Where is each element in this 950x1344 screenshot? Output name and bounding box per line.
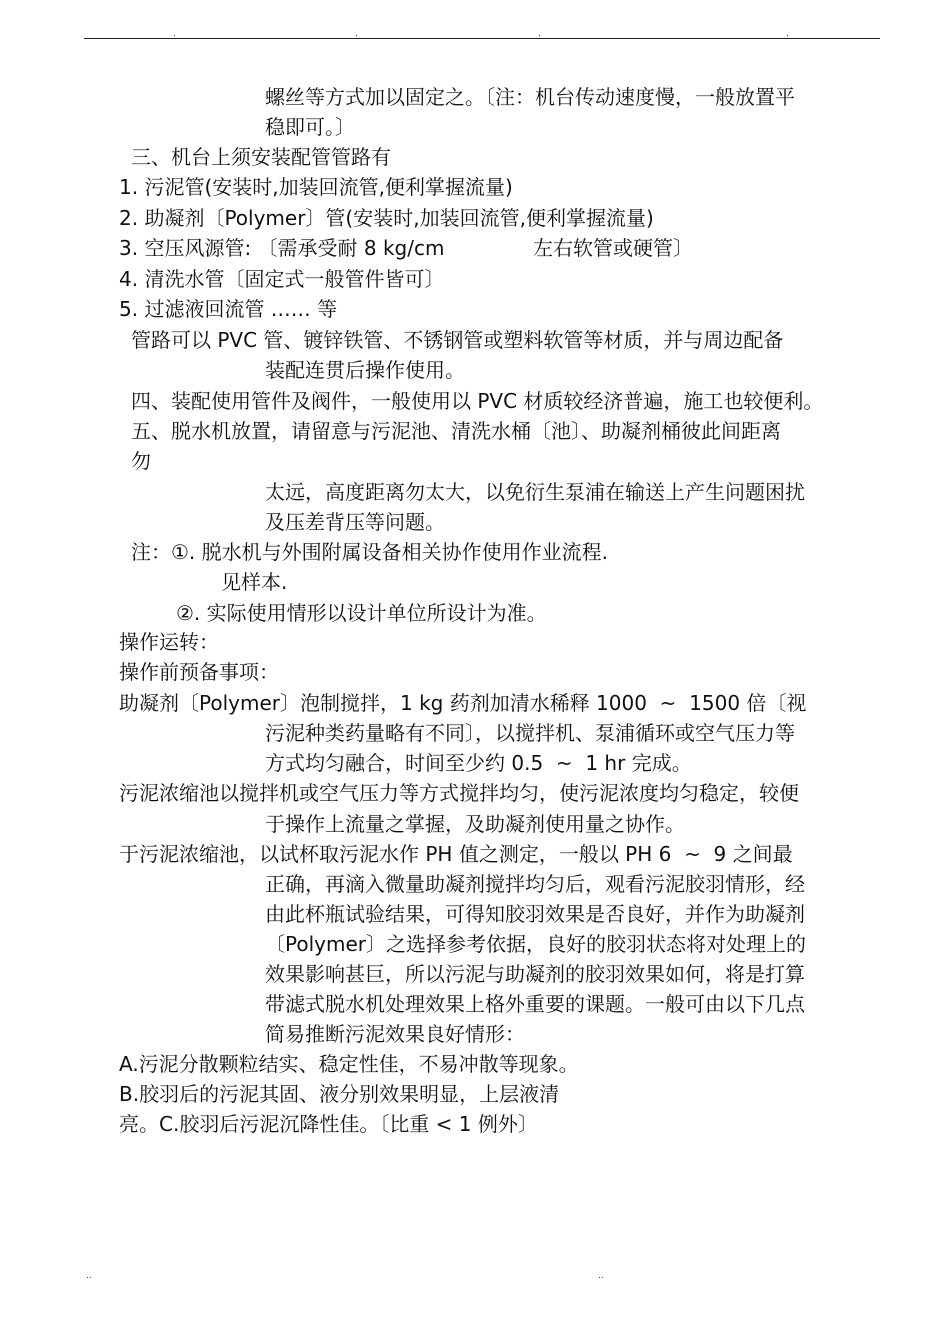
footer-dot: .. bbox=[86, 1271, 92, 1281]
text-line: 装配连贯后操作使用。 bbox=[265, 358, 465, 382]
footer-dot: .. bbox=[598, 1271, 604, 1281]
text-line: 污泥浓缩池以搅拌机或空气压力等方式搅拌均匀，使污泥浓度均匀稳定，较便 bbox=[119, 781, 799, 805]
header-dot: . bbox=[355, 29, 358, 39]
text-line: 由此杯瓶试验结果，可得知胶羽效果是否良好，并作为助凝剂 bbox=[265, 902, 805, 926]
header-rule bbox=[84, 38, 880, 39]
list-item: 亮。C.胶羽后污泥沉降性佳。〔比重 < 1 例外〕 bbox=[119, 1112, 538, 1136]
section-heading: 四、装配使用管件及阀件，一般使用以 PVC 材质较经济普遍，施工也较便利。 bbox=[131, 389, 824, 413]
text-line: 方式均匀融合，时间至少约 0.5 ~ 1 hr 完成。 bbox=[265, 751, 692, 775]
text-line: 太远，高度距离勿太大，以免衍生泵浦在输送上产生问题困扰 bbox=[265, 480, 805, 504]
text-line: 勿 bbox=[131, 449, 151, 473]
text-line: 及压差背压等问题。 bbox=[265, 510, 445, 534]
note-line: 见样本. bbox=[221, 570, 288, 594]
list-item: 3. 空压风源管: 〔需承受耐 8 kg/cm bbox=[119, 236, 445, 260]
section-heading: 五、脱水机放置，请留意与污泥池、清洗水桶〔池〕、助凝剂桶彼此间距离 bbox=[131, 419, 781, 443]
list-item: B.胶羽后的污泥其固、液分别效果明显，上层液清 bbox=[119, 1082, 560, 1106]
list-item: 4. 清洗水管〔固定式一般管件皆可〕 bbox=[119, 267, 445, 291]
list-item: 1. 污泥管(安装时,加装回流管,便利掌握流量) bbox=[119, 175, 513, 199]
text-line: 简易推断污泥效果良好情形： bbox=[265, 1022, 525, 1046]
section-heading: 三、机台上须安装配管管路有 bbox=[131, 145, 391, 169]
text-line: 管路可以 PVC 管、镀锌铁管、不锈钢管或塑料软管等材质，并与周边配备 bbox=[131, 328, 784, 352]
text-line: 污泥种类药量略有不同〕，以搅拌机、泵浦循环或空气压力等 bbox=[265, 721, 795, 745]
text-line: 带滤式脱水机处理效果上格外重要的课题。一般可由以下几点 bbox=[265, 992, 805, 1016]
text-line: 稳即可。〕 bbox=[265, 115, 355, 139]
text-line: 于污泥浓缩池，以试杯取污泥水作 PH 值之测定，一般以 PH 6 ~ 9 之间最 bbox=[119, 842, 793, 866]
text-line: 正确，再滴入微量助凝剂搅拌均匀后，观看污泥胶羽情形，经 bbox=[265, 872, 805, 896]
list-item: 2. 助凝剂〔Polymer〕管(安装时,加装回流管,便利掌握流量) bbox=[119, 206, 654, 230]
header-dot: . bbox=[173, 29, 176, 39]
list-item: 5. 过滤液回流管 …… 等 bbox=[119, 297, 338, 321]
text-line: 螺丝等方式加以固定之。〔注：机台传动速度慢，一般放置平 bbox=[265, 85, 795, 109]
header-dot: . bbox=[786, 29, 789, 39]
text-line: 〔Polymer〕之选择参考依据，良好的胶羽状态将对处理上的 bbox=[265, 932, 806, 956]
text-line: 助凝剂〔Polymer〕泡制搅拌，1 kg 药剂加清水稀释 1000 ~ 1500 倍〔视 bbox=[119, 691, 807, 715]
section-heading: 操作前预备事项： bbox=[119, 660, 279, 684]
section-heading: 操作运转： bbox=[119, 630, 219, 654]
text-line: 于操作上流量之掌握，及助凝剂使用量之协作。 bbox=[265, 812, 685, 836]
header-dot: . bbox=[538, 29, 541, 39]
note-line: ②. 实际使用情形以设计单位所设计为准。 bbox=[176, 601, 547, 625]
list-item-continuation: 左右软管或硬管〕 bbox=[533, 236, 693, 260]
list-item: A.污泥分散颗粒结实、稳定性佳，不易冲散等现象。 bbox=[119, 1052, 579, 1076]
text-line: 效果影响甚巨，所以污泥与助凝剂的胶羽效果如何，将是打算 bbox=[265, 962, 805, 986]
note-line: 注：①. 脱水机与外围附属设备相关协作使用作业流程. bbox=[131, 540, 609, 564]
